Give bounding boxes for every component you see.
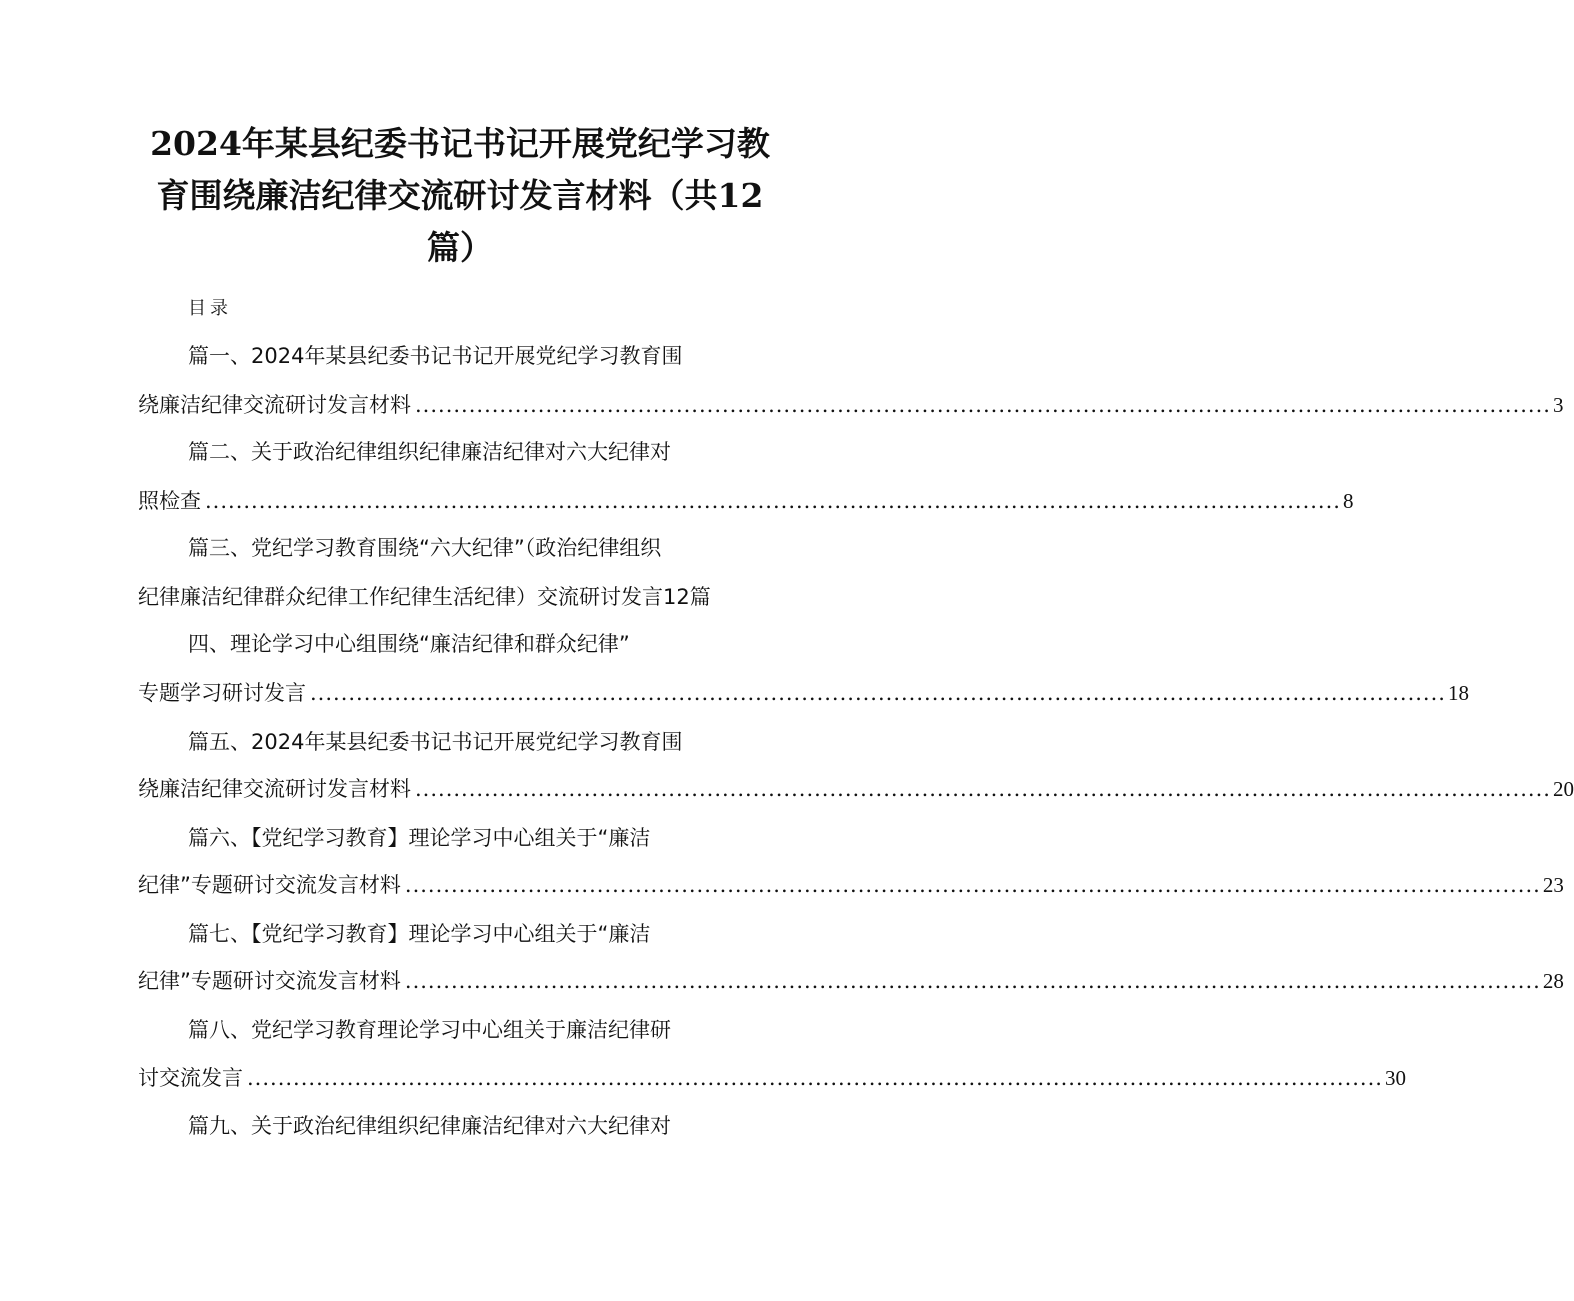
toc-page-number: 8 (1342, 489, 1354, 513)
toc-page-number: 18 (1447, 681, 1469, 705)
title-line-1: 2024年某县纪委书记书记开展党纪学习教 (150, 124, 770, 163)
toc-leader-dots: .................................................................................................................................................... (247, 1066, 1383, 1090)
toc-entry-8-line-1[interactable]: 篇八、党纪学习教育理论学习中心组关于廉洁纪律研 (188, 1018, 671, 1042)
toc-entry-5-line-1[interactable]: 篇五、2024年某县纪委书记书记开展党纪学习教育围 (188, 730, 683, 754)
toc-entry-text: 纪律”专题研讨交流发言材料 (138, 969, 401, 993)
toc-page-number: 23 (1542, 873, 1564, 897)
toc-entry-2-line-1[interactable]: 篇二、关于政治纪律组织纪律廉洁纪律对六大纪律对 (188, 440, 671, 464)
toc-entry-4-line-2[interactable] (138, 677, 1469, 709)
toc-entry-7-line-2[interactable] (138, 965, 1564, 997)
toc-entry-6-line-1[interactable]: 篇六、【党纪学习教育】理论学习中心组关于“廉洁 (188, 826, 651, 850)
toc-entry-text: 专题学习研讨发言 (138, 681, 306, 705)
toc-heading: 目录 (188, 298, 232, 319)
toc-page-number: 3 (1552, 393, 1564, 417)
toc-leader-dots: .................................................................................................................................................... (415, 393, 1551, 417)
toc-leader-dots: .................................................................................................................................................... (415, 777, 1551, 801)
toc-entry-8-line-2[interactable] (138, 1062, 1406, 1094)
toc-leader-dots: .................................................................................................................................................... (310, 681, 1446, 705)
toc-entry-text: 绕廉洁纪律交流研讨发言材料 (138, 777, 411, 801)
toc-entry-text: 讨交流发言 (138, 1066, 243, 1090)
toc-entry-3-line-1[interactable]: 篇三、党纪学习教育围绕“六大纪律”（政治纪律组织 (188, 536, 662, 560)
toc-entry-text: 绕廉洁纪律交流研讨发言材料 (138, 393, 411, 417)
toc-page-number: 20 (1552, 777, 1574, 801)
toc-entry-7-line-1[interactable]: 篇七、【党纪学习教育】理论学习中心组关于“廉洁 (188, 922, 651, 946)
toc-entry-1-line-2[interactable] (138, 389, 1564, 421)
document-title (120, 118, 800, 274)
toc-entry-6-line-2[interactable] (138, 869, 1564, 901)
toc-entry-3-line-2[interactable]: 纪律廉洁纪律群众纪律工作纪律生活纪律）交流研讨发言12篇 (138, 585, 711, 609)
toc-page-number: 30 (1384, 1066, 1406, 1090)
toc-entry-text: 纪律”专题研讨交流发言材料 (138, 873, 401, 897)
title-line-3: 篇） (427, 228, 493, 267)
toc-leader-dots: .................................................................................................................................................... (205, 489, 1341, 513)
toc-entry-9-line-1[interactable]: 篇九、关于政治纪律组织纪律廉洁纪律对六大纪律对 (188, 1114, 671, 1138)
toc-entry-1-line-1[interactable]: 篇一、2024年某县纪委书记书记开展党纪学习教育围 (188, 344, 683, 368)
toc-entry-5-line-2[interactable] (138, 773, 1574, 805)
toc-leader-dots: .................................................................................................................................................... (404, 969, 1541, 993)
toc-entry-4-line-1[interactable]: 四、理论学习中心组围绕“廉洁纪律和群众纪律” (188, 632, 630, 656)
toc-entry-2-line-2[interactable] (138, 485, 1354, 517)
toc-leader-dots: .................................................................................................................................................... (404, 873, 1541, 897)
title-line-2: 育围绕廉洁纪律交流研讨发言材料（共12 (156, 176, 764, 215)
toc-entry-text: 照检查 (138, 489, 201, 513)
toc-page-number: 28 (1542, 969, 1564, 993)
